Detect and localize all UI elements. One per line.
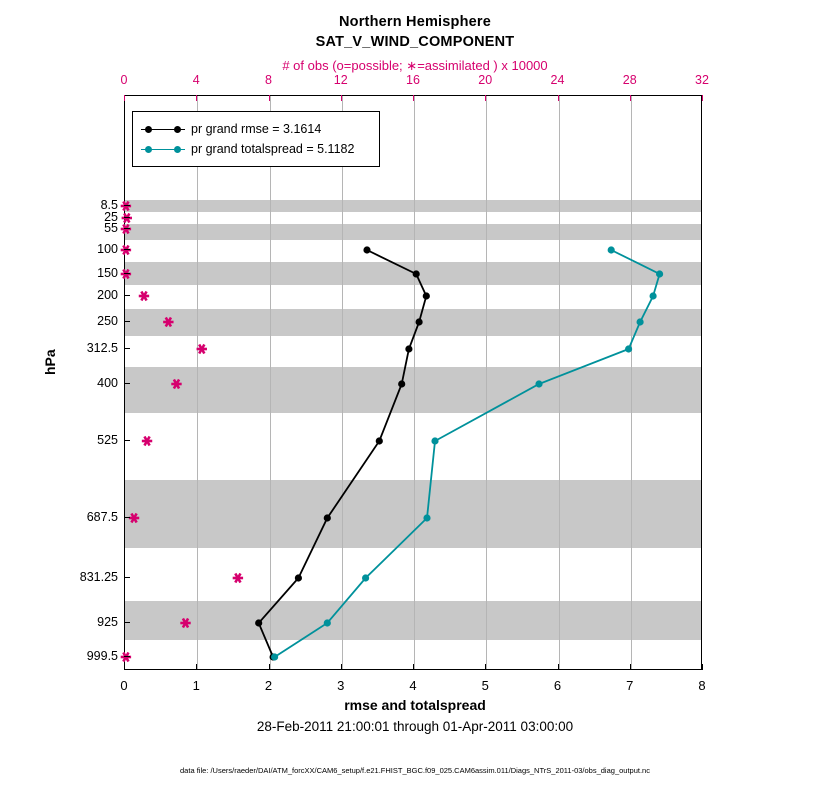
y-tick-label-100: 100 — [97, 242, 118, 256]
legend-item-rmse — [141, 119, 371, 139]
y-tickmark-55 — [124, 228, 130, 229]
bottom-tickmark-8 — [702, 664, 703, 670]
legend-swatch-totalspread — [141, 142, 185, 156]
bottom-tickmark-4 — [413, 664, 414, 670]
data-file-footer: data file: /Users/raeder/DAI/ATM_forcXX/CAM6_setup/f.e21.FHIST_BGC.f09_025.CAM6assim.011/Diags_NTrS_2011-03/obs_diag_output.nc — [180, 766, 650, 775]
bottom-tick-label-5: 5 — [481, 678, 489, 693]
obs-marker — [121, 652, 131, 661]
y-tick-label-200: 200 — [97, 288, 118, 302]
bottom-tick-label-2: 2 — [264, 678, 273, 693]
series-point-0 — [416, 318, 423, 325]
top-tick-label-28: 28 — [622, 73, 637, 87]
series-overlay — [125, 96, 703, 671]
top-tickmark-32 — [702, 95, 703, 101]
y-tickmark-525 — [124, 440, 130, 441]
series-point-0 — [405, 345, 412, 352]
y-tick-label-25: 25 — [104, 210, 118, 224]
bottom-tickmark-1 — [196, 664, 197, 670]
bottom-tick-label-4: 4 — [409, 678, 417, 693]
series-point-0 — [423, 292, 430, 299]
top-tick-label-4: 4 — [192, 73, 200, 87]
bottom-tickmark-3 — [341, 664, 342, 670]
series-point-1 — [656, 270, 663, 277]
series-point-1 — [362, 574, 369, 581]
top-tick-label-12: 12 — [333, 73, 348, 87]
bottom-tickmark-0 — [124, 664, 125, 670]
top-tickmark-24 — [558, 95, 559, 101]
bottom-tick-label-1: 1 — [192, 678, 200, 693]
bottom-tickmark-6 — [558, 664, 559, 670]
bottom-tick-label-6: 6 — [553, 678, 562, 693]
obs-marker — [180, 618, 190, 627]
y-tick-label-8.5: 8.5 — [100, 198, 118, 212]
top-axis-label-pre: # of obs (o=possible; — [282, 58, 407, 73]
series-point-1 — [271, 653, 278, 660]
obs-marker — [121, 269, 131, 278]
top-tickmark-4 — [196, 95, 197, 101]
top-axis-label — [0, 58, 830, 74]
title-line-1: Northern Hemisphere — [338, 14, 492, 30]
top-tickmark-16 — [413, 95, 414, 101]
plot-area — [124, 95, 702, 670]
series-point-1 — [431, 437, 438, 444]
obs-marker — [233, 573, 243, 582]
top-tickmark-0 — [124, 95, 125, 101]
y-tick-label-687.5: 687.5 — [86, 510, 118, 524]
top-tick-label-24: 24 — [550, 73, 565, 87]
bottom-tickmark-7 — [630, 664, 631, 670]
series-point-1 — [535, 380, 542, 387]
y-tick-label-55: 55 — [104, 221, 118, 235]
series-point-0 — [363, 246, 370, 253]
y-tick-label-831.25: 831.25 — [79, 570, 118, 584]
bottom-tick-label-0: 0 — [120, 678, 128, 693]
y-tickmark-400 — [124, 383, 130, 384]
series-line-0 — [259, 250, 427, 657]
series-point-0 — [376, 437, 383, 444]
series-point-0 — [255, 619, 262, 626]
bottom-tick-label-7: 7 — [626, 678, 634, 693]
bottom-tick-label-3: 3 — [337, 678, 345, 693]
y-tickmark-250 — [124, 321, 130, 322]
series-point-0 — [398, 380, 405, 387]
y-tickmark-100 — [124, 249, 130, 250]
series-point-1 — [423, 514, 430, 521]
legend — [132, 111, 380, 167]
obs-marker — [122, 213, 132, 222]
obs-marker — [121, 224, 131, 233]
bottom-tickmark-2 — [269, 664, 270, 670]
obs-marker — [129, 513, 139, 522]
top-tickmark-12 — [341, 95, 342, 101]
title-line-2: SAT_V_WIND_COMPONENT — [315, 34, 515, 50]
y-tickmark-831.25 — [124, 577, 130, 578]
y-tick-label-525: 525 — [97, 433, 118, 447]
y-tickmark-925 — [124, 622, 130, 623]
obs-marker — [197, 344, 207, 353]
top-axis-label-post: =assimilated ) x 10000 — [417, 58, 548, 73]
obs-marker — [121, 201, 131, 210]
obs-marker — [171, 379, 181, 388]
time-range-caption: 28-Feb-2011 21:00:01 through 01-Apr-2011 03:00:00 — [256, 719, 574, 734]
bottom-tickmark-5 — [485, 664, 486, 670]
y-tickmark-150 — [124, 273, 130, 274]
y-tickmark-312.5 — [124, 348, 130, 349]
y-tick-label-999.5: 999.5 — [86, 649, 118, 663]
top-tick-label-32: 32 — [695, 73, 709, 87]
top-tick-label-16: 16 — [406, 73, 420, 87]
obs-marker — [142, 436, 152, 445]
top-tick-label-8: 8 — [265, 73, 272, 87]
y-tick-label-150: 150 — [97, 266, 118, 280]
legend-item-totalspread — [141, 139, 371, 159]
y-tick-label-400: 400 — [97, 376, 118, 390]
y-tickmark-25 — [124, 217, 130, 218]
top-tickmark-20 — [485, 95, 486, 101]
series-point-0 — [324, 514, 331, 521]
obs-marker — [121, 245, 131, 254]
y-tick-label-312.5: 312.5 — [86, 341, 118, 355]
obs-marker — [139, 291, 149, 300]
chart-title — [0, 12, 830, 52]
top-tickmark-28 — [630, 95, 631, 101]
bottom-tick-label-8: 8 — [698, 678, 706, 693]
obs-marker — [163, 317, 173, 326]
y-tickmark-200 — [124, 295, 130, 296]
series-point-1 — [608, 246, 615, 253]
series-point-1 — [637, 318, 644, 325]
series-line-1 — [275, 250, 660, 657]
y-tickmark-687.5 — [124, 517, 130, 518]
y-tickmark-8.5 — [124, 205, 130, 206]
asterisk-icon: ∗ — [406, 58, 418, 73]
legend-label-totalspread: pr grand totalspread = 5.1182 — [191, 142, 355, 156]
series-point-1 — [324, 619, 331, 626]
series-point-1 — [625, 345, 632, 352]
y-axis-label: hPa — [42, 349, 58, 375]
series-point-0 — [295, 574, 302, 581]
top-tick-label-0: 0 — [120, 73, 128, 87]
x-axis-label: rmse and totalspread — [344, 697, 486, 713]
y-tickmark-999.5 — [124, 656, 130, 657]
legend-swatch-rmse — [141, 122, 185, 136]
y-tick-label-250: 250 — [97, 314, 118, 328]
top-tickmark-8 — [269, 95, 270, 101]
series-point-0 — [413, 270, 420, 277]
y-tick-label-925: 925 — [97, 615, 118, 629]
top-tick-label-20: 20 — [478, 73, 493, 87]
legend-label-rmse: pr grand rmse = 3.1614 — [191, 122, 322, 136]
series-point-1 — [650, 292, 657, 299]
